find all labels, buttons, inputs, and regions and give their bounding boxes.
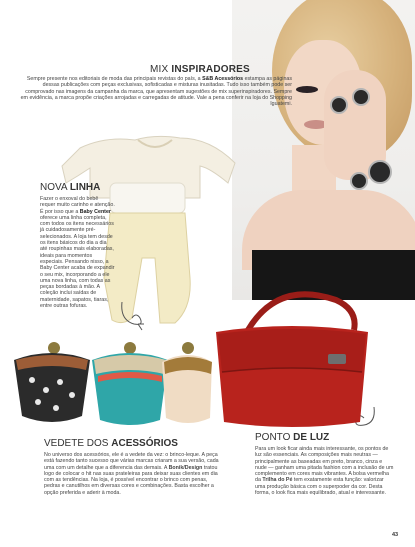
ponto-heading-bold: DE LUZ — [293, 432, 330, 443]
model-photo — [232, 0, 415, 300]
vedete-heading-bold: ACESSÓRIOS — [111, 438, 178, 449]
nova-brand: Baby Center — [79, 208, 111, 215]
mix-paragraph — [18, 76, 292, 107]
ring-icon — [330, 96, 348, 114]
mix-heading-light: MIX — [150, 64, 172, 75]
vedete-brand: Bonik/Design — [168, 464, 203, 471]
mix-text-1: Sempre presente nos editoriais de moda das principais revistas do país, a — [26, 76, 203, 82]
ponto-paragraph — [255, 446, 395, 496]
vedete-paragraph — [44, 452, 219, 496]
curl-ornament-icon — [118, 300, 146, 332]
vedete-heading — [44, 438, 178, 449]
page-number: 43 — [392, 532, 399, 538]
ring-icon — [368, 160, 392, 184]
ponto-text-1: Para um look ficar ainda mais interessante, os pontos de luz são essenciais. As composições mais neutras — principalmente as baseadas em preto, branco, cinza e nude — ganham uma pitada fashion com a inclusão de um complemento em cores mais vibrantes. A bolsa vermelha da — [255, 446, 394, 484]
nova-heading-bold: LINHA — [69, 182, 101, 193]
mix-brand: S&B Acessórios — [202, 76, 244, 82]
ponto-brand: Trilha do Pé — [262, 477, 293, 484]
fan-earrings-photo — [12, 340, 212, 430]
ring-icon — [352, 88, 370, 106]
ponto-heading — [255, 432, 329, 443]
nova-text-2: oferece uma linha completa, com todos os itens necessários já cuidadosamente pré-selecionados. A loja tem desde os itens básicos do dia a dia até roupinhas mais elaboradas, ideais para momentos especiais. Pensando nisso, a Baby Center acaba de expandir o seu mix, incorporando a ele uma nova linha, com todas as peças bordadas à mão. A coleção inclui saídas de maternidade, sapatos, tiaras, entre outras fofuras. — [40, 214, 115, 310]
nova-heading-light: NOVA — [40, 182, 70, 193]
nova-heading — [40, 182, 100, 193]
nova-text-1: Fazer o enxoval do bebê requer muito carinho e atenção. É por isso que a — [40, 196, 115, 215]
vedete-text-2: tratou logo de colocar o hit nas suas prateleiras para deixar suas clientes em dia com as tendências. Na loja, é possível encontrar o brinco com penas, pedras e canutilhos em diversas cores e combinações. Basta escolher a opção preferida e aderir à moda. — [44, 464, 218, 496]
model-eye — [296, 86, 318, 93]
vedete-text-1: No universo dos acessórios, ele é a vedete da vez: o brinco-leque. A peça está fazendo tanto sucesso que várias marcas criaram a sua versão, cada uma com um detalhe que a diferencia das demais. A — [44, 452, 219, 471]
ring-icon — [350, 172, 368, 190]
ponto-heading-light: PONTO — [255, 432, 294, 443]
vedete-heading-light: VEDETE DOS — [44, 438, 112, 449]
ponto-text-2: tem exatamente esta função: valorizar uma produção básica com o superpoder da cor. Desta forma, o look fica mais equilibrado, atual e interessante. — [255, 477, 387, 497]
red-handbag-photo — [208, 290, 376, 430]
mix-heading — [150, 64, 250, 75]
mix-text-2: estampa as páginas dessas publicações com peças exclusivas, sofisticadas e misturas inusitadas. Tudo isso também pode ser comprovado nas imagens da campanha da marca, que apresentam sugestões de mix superinspiradores. Sempre em evidência, a marca propõe criações arrojadas e carregadas de atitude. Vale a pena conferir na loja do Shopping Iguatemi. — [20, 76, 292, 108]
nova-paragraph — [40, 196, 115, 309]
mix-heading-bold: INSPIRADORES — [171, 64, 250, 75]
